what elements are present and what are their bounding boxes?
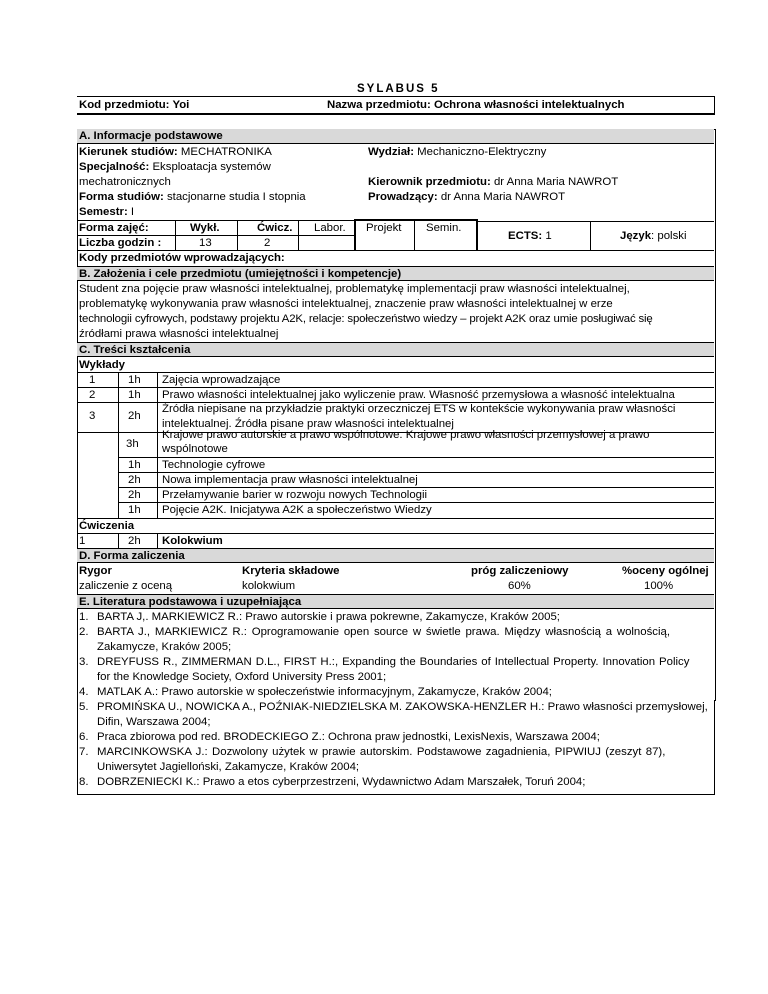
header-right-line <box>714 96 715 115</box>
forma-col-sep-1 <box>175 220 176 250</box>
goals-line-2: problematykę wykonywania praw własności intelektualnej, znaczenie praw własności intelektualnej w erze <box>79 298 613 310</box>
lecture-topic: Technologie cyfrowe <box>162 459 266 471</box>
specjalnosc-row <box>79 160 271 175</box>
lecture-hours: 2h <box>128 474 141 486</box>
literature-text-cont: Uniwersytet Jagielloński, Zakamycze, Kraków 2004; <box>97 761 360 773</box>
literature-text: MARCINKOWSKA J.: Dozwolony użytek w prawie autorskim. Podstawowe zagadnienia, PIPWIUJ (zeszyt 87), <box>97 746 666 758</box>
ocena-value: 100% <box>644 580 674 592</box>
lecture-table-bottom <box>77 518 714 519</box>
lecture-topic: Prawo własności intelektualnej jako wyliczenie praw. Własność przemysłowa a własność intelektualna <box>162 389 675 401</box>
forma-col-sep-4 <box>354 219 356 250</box>
header-top-line <box>77 96 715 97</box>
goals-line-4: źródłami prawa własności intelektualnej <box>79 328 279 340</box>
literature-num: 7. <box>79 746 89 758</box>
section-d-heading: D. Forma zaliczenia <box>77 548 714 563</box>
lecture-num: 3 <box>89 410 96 422</box>
prog-value: 60% <box>508 580 531 592</box>
kierownik-value: dr Anna Maria NAWROT <box>493 176 619 188</box>
kody-przedmiotow: Kody przedmiotów wprowadzających: <box>79 252 285 264</box>
lecture-hours: 1h <box>128 459 141 471</box>
lecture-col-sep-2 <box>157 372 158 519</box>
lecture-hours: 1h <box>128 389 141 401</box>
projekt-header: Projekt <box>366 222 402 234</box>
lecture-hours: 1h <box>128 504 141 516</box>
cwicz-header: Ćwicz. <box>257 222 293 234</box>
kryteria-value: kolokwium <box>242 580 296 592</box>
prowadzacy-label: Prowadzący: <box>368 191 438 203</box>
lecture-col-sep-1 <box>118 372 119 519</box>
prowadzacy-row <box>368 190 565 205</box>
literature-text: DOBRZENIECKI K.: Prawo a etos cyberprzestrzeni, Wydawnictwo Adam Marszałek, Toruń 2004; <box>97 776 586 788</box>
wykl-header: Wykł. <box>190 222 220 234</box>
kierunek-label: Kierunek studiów: <box>79 146 178 158</box>
liczba-godzin-label: Liczba godzin : <box>79 237 162 249</box>
document-title: SYLABUS 5 <box>357 83 440 95</box>
forma-col-sep-2 <box>237 220 238 250</box>
course-name: Nazwa przedmiotu: Ochrona własności intelektualnych <box>327 99 625 111</box>
kierownik-label: Kierownik przedmiotu: <box>368 176 491 188</box>
forma-col-sep-3 <box>298 220 299 250</box>
labor-header: Labor. <box>314 222 346 234</box>
specjalnosc-value: Eksploatacja systemów <box>152 161 271 173</box>
kryteria-header: Kryteria składowe <box>242 565 340 577</box>
lecture-topic-cont: wspólnotowe <box>162 443 228 455</box>
section-a-heading: A. Informacje podstawowe <box>77 129 714 144</box>
exercise-hours: 2h <box>128 535 141 547</box>
prowadzacy-value: dr Anna Maria NAWROT <box>440 191 566 203</box>
goals-line-3: technologii cyfrowych, podstawy projektu A2K, relacje: społeczeństwo wiedzy – projekt A2K oraz umie posługiwać się <box>79 313 653 325</box>
literature-text-cont: Difin, Warszawa 2004; <box>97 716 211 728</box>
rygor-header: Rygor <box>79 565 112 577</box>
wydzial-label: Wydział: <box>368 146 414 158</box>
literature-text: PROMIŃSKA U., NOWICKA A., POŹNIAK-NIEDZIELSKA M. ZAKOWSKA-HENZLER H.: Prawo własności przemysłowej, <box>97 701 708 713</box>
lecture-topic-cont: intelektualnej. Źródła pisane praw własności intelektualnej <box>162 418 454 430</box>
cwicz-hours: 2 <box>264 237 271 249</box>
forma-col-sep-6 <box>476 219 478 250</box>
frame-left-ext <box>77 700 78 795</box>
forma-studiow-value: stacjonarne studia I stopnia <box>166 191 306 203</box>
lecture-hours: 3h <box>126 438 139 450</box>
jezyk-cell <box>620 229 687 244</box>
kierownik-row <box>368 175 618 190</box>
lecture-topic: Pojęcie A2K. Inicjatywa A2K a społeczeństwo Wiedzy <box>162 504 432 516</box>
frame-bottom <box>77 794 715 795</box>
literature-num: 3. <box>79 656 89 668</box>
literature-text-cont: Zakamycze, Kraków 2005; <box>97 641 232 653</box>
literature-num: 5. <box>79 701 89 713</box>
section-c-heading: C. Treści kształcenia <box>77 342 714 357</box>
literature-num: 4. <box>79 686 89 698</box>
wydzial-value: Mechaniczno-Elektryczny <box>417 146 547 158</box>
section-b-heading: B. Założenia i cele przedmiotu (umiejętności i kompetencje) <box>77 266 714 281</box>
literature-text: DREYFUSS R., ZIMMERMAN D.L., FIRST H.:, Expanding the Boundaries of Intellectual Property. Innovation Policy <box>97 656 690 668</box>
kierunek-value: MECHATRONIKA <box>180 146 272 158</box>
literature-text: BARTA J., MARKIEWICZ R.: Oprogramowanie open source w świetle prawa. Między własnością a wolnością, <box>97 626 671 638</box>
literature-text-cont: for the Knowledge Society, Oxford University Press 2001; <box>97 671 387 683</box>
section-e-heading: E. Literatura podstawowa i uzupełniająca <box>77 594 714 609</box>
ects-label: ECTS: <box>508 230 543 242</box>
jezyk-label: Język <box>620 230 652 242</box>
literature-text: BARTA J,. MARKIEWICZ R.: Prawo autorskie i prawa pokrewne, Zakamycze, Kraków 2005; <box>97 611 560 623</box>
exercise-col-sep-1 <box>118 533 119 549</box>
literature-num: 1. <box>79 611 89 623</box>
semestr-row <box>79 205 134 220</box>
literature-text: MATLAK A.: Prawo autorskie w społeczeństwie informacyjnym, Zakamycze, Kraków 2004; <box>97 686 552 698</box>
literature-num: 2. <box>79 626 89 638</box>
forma-studiow-label: Forma studiów: <box>79 191 164 203</box>
ects-value: 1 <box>545 230 552 242</box>
specjalnosc-label: Specjalność: <box>79 161 150 173</box>
kierunek-row <box>79 145 272 160</box>
forma-studiow-row <box>79 190 306 205</box>
lecture-topic: Przełamywanie barier w rozwoju nowych Technologii <box>162 489 428 501</box>
lecture-topic: Zajęcia wprowadzające <box>162 374 281 386</box>
wyklady-label: Wykłady <box>79 359 126 371</box>
cwiczenia-label: Ćwiczenia <box>79 520 135 532</box>
lecture-topic: Krajowe prawo autorskie a prawo wspólnotowe. Krajowe prawo własności przemysłowej a prawo <box>162 429 650 441</box>
goals-line-1: Student zna pojęcie praw własności intelektualnej, problematykę implementacji praw własności intelektualnej, <box>79 283 630 295</box>
lecture-hours: 2h <box>128 410 141 422</box>
forma-col-sep-5 <box>414 219 415 250</box>
exercise-topic: Kolokwium <box>162 535 223 547</box>
literature-text: Praca zbiorowa pod red. BRODECKIEGO Z.: Ochrona praw jednostki, LexisNexis, Warszawa 2004; <box>97 731 600 743</box>
ocena-header: %oceny ogólnej <box>622 565 709 577</box>
forma-zajec-label: Forma zajęć: <box>79 222 149 234</box>
literature-num: 6. <box>79 731 89 743</box>
prog-header: próg zaliczeniowy <box>471 565 569 577</box>
lecture-hours: 2h <box>128 489 141 501</box>
lecture-num: 1 <box>89 374 96 386</box>
exercise-num: 1 <box>79 535 86 547</box>
ects-cell <box>508 229 552 244</box>
forma-col-sep-7 <box>590 221 591 250</box>
specjalnosc-value-line2: mechatronicznych <box>79 176 171 188</box>
ects-top-line <box>477 221 714 222</box>
literature-num: 8. <box>79 776 89 788</box>
wydzial-row <box>368 145 546 160</box>
semestr-value: I <box>130 206 135 218</box>
frame-right-ext <box>714 700 715 795</box>
semestr-label: Semestr: <box>79 206 128 218</box>
lecture-topic: Nowa implementacja praw własności intelektualnej <box>162 474 418 486</box>
course-code: Kod przedmiotu: Yoi <box>79 99 190 111</box>
jezyk-value: : polski <box>651 230 687 242</box>
lecture-num: 2 <box>89 389 96 401</box>
exercise-col-sep-2 <box>157 533 158 549</box>
wykl-hours: 13 <box>199 237 212 249</box>
rygor-value: zaliczenie z oceną <box>79 580 173 592</box>
lecture-topic: Źródła niepisane na przykładzie praktyki orzeczniczej ETS w kontekście wykonywania praw własności <box>162 403 676 415</box>
lecture-hours: 1h <box>128 374 141 386</box>
header-bottom-line <box>77 113 715 115</box>
semin-header: Semin. <box>426 222 462 234</box>
